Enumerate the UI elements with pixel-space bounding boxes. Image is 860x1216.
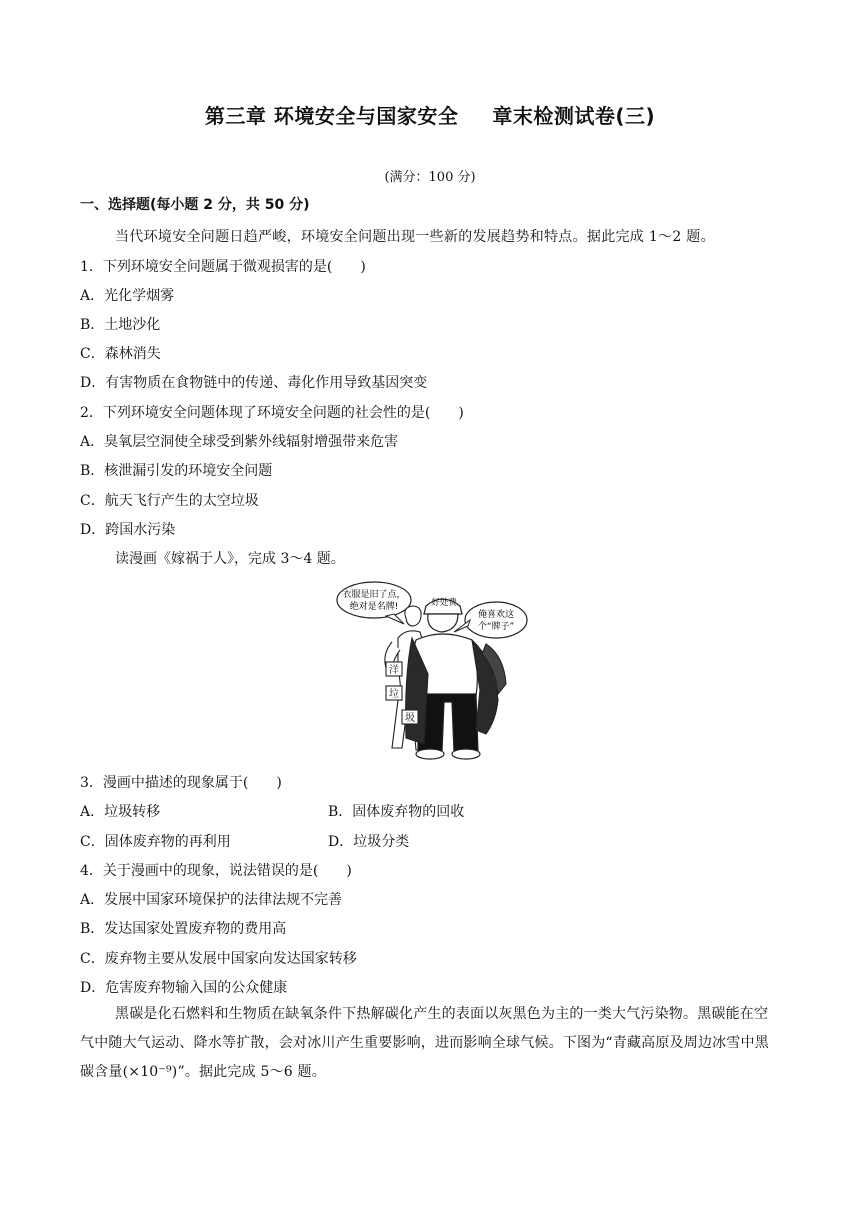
q1-option-a: A．光化学烟雾: [80, 288, 175, 304]
cartoon-illustration: [336, 580, 528, 762]
q4-option-c: C．废弃物主要从发展中国家向发达国家转移: [80, 951, 357, 967]
full-score: (满分：100 分): [384, 170, 476, 185]
bubble-right-line1: 俺喜欢这: [477, 610, 515, 620]
q3-option-a: A．垃圾转移: [80, 804, 161, 820]
q3-option-b: B．固体废弃物的回收: [328, 804, 465, 820]
bubble-left-line1: 衣服是旧了点，: [342, 590, 406, 600]
bubble-left-line2: 绝对是名牌!: [349, 602, 399, 612]
q3-option-c: C．固体废弃物的再利用: [80, 834, 231, 850]
q4-stem: 4．关于漫画中的现象，说法错误的是( ): [80, 863, 352, 879]
q2-option-c: C．航天飞行产生的太空垃圾: [80, 493, 259, 509]
section-heading: 一、选择题(每小题 2 分，共 50 分): [80, 197, 310, 213]
q2-option-a: A．臭氧层空洞使全球受到紫外线辐射增强带来危害: [80, 434, 399, 450]
q2-option-d: D．跨国水污染: [80, 522, 176, 538]
exam-title: 章末检测试卷(三): [492, 104, 656, 128]
q3-option-d: D．垃圾分类: [328, 834, 410, 850]
coat-char-1: 洋: [389, 665, 399, 676]
hat-label: 好处费: [431, 598, 457, 608]
intro-1-2: 当代环境安全问题日趋严峻，环境安全问题出现一些新的发展趋势和特点。据此完成 1～2 题。: [115, 229, 715, 245]
q1-option-d: D．有害物质在食物链中的传递、毒化作用导致基因突变: [80, 375, 428, 391]
chapter-title: 第三章 环境安全与国家安全: [204, 104, 459, 128]
q3-stem: 3．漫画中描述的现象属于( ): [80, 775, 282, 791]
q4-option-b: B．发达国家处置废弃物的费用高: [80, 921, 287, 937]
bubble-right-line2: 个“牌子”: [477, 622, 515, 632]
q4-option-d: D．危害废弃物输入国的公众健康: [80, 980, 288, 996]
q4-option-a: A．发展中国家环境保护的法律法规不完善: [80, 892, 343, 908]
q2-option-b: B．核泄漏引发的环境安全问题: [80, 463, 273, 479]
q2-stem: 2．下列环境安全问题体现了环境安全问题的社会性的是( ): [80, 405, 464, 421]
q1-option-b: B．土地沙化: [80, 317, 161, 333]
intro-3-4: 读漫画《嫁祸于人》，完成 3～4 题。: [115, 551, 345, 567]
coat-char-3: 圾: [405, 713, 415, 724]
coat-char-2: 垃: [389, 689, 399, 700]
page-title: [0, 100, 860, 129]
intro-5-6: 黑碳是化石燃料和生物质在缺氧条件下热解碳化产生的表面以灰黑色为主的一类大气污染物。黑碳能在空气中随大气运动、降水等扩散，会对冰川产生重要影响，进而影响全球气候。下图为“青藏高原及周边冰雪中黑碳含量(×10⁻⁹)”。据此完成 5～6 题。: [80, 1006, 769, 1080]
q1-option-c: C．森林消失: [80, 346, 161, 362]
q1-stem: 1．下列环境安全问题属于微观损害的是( ): [80, 259, 366, 275]
